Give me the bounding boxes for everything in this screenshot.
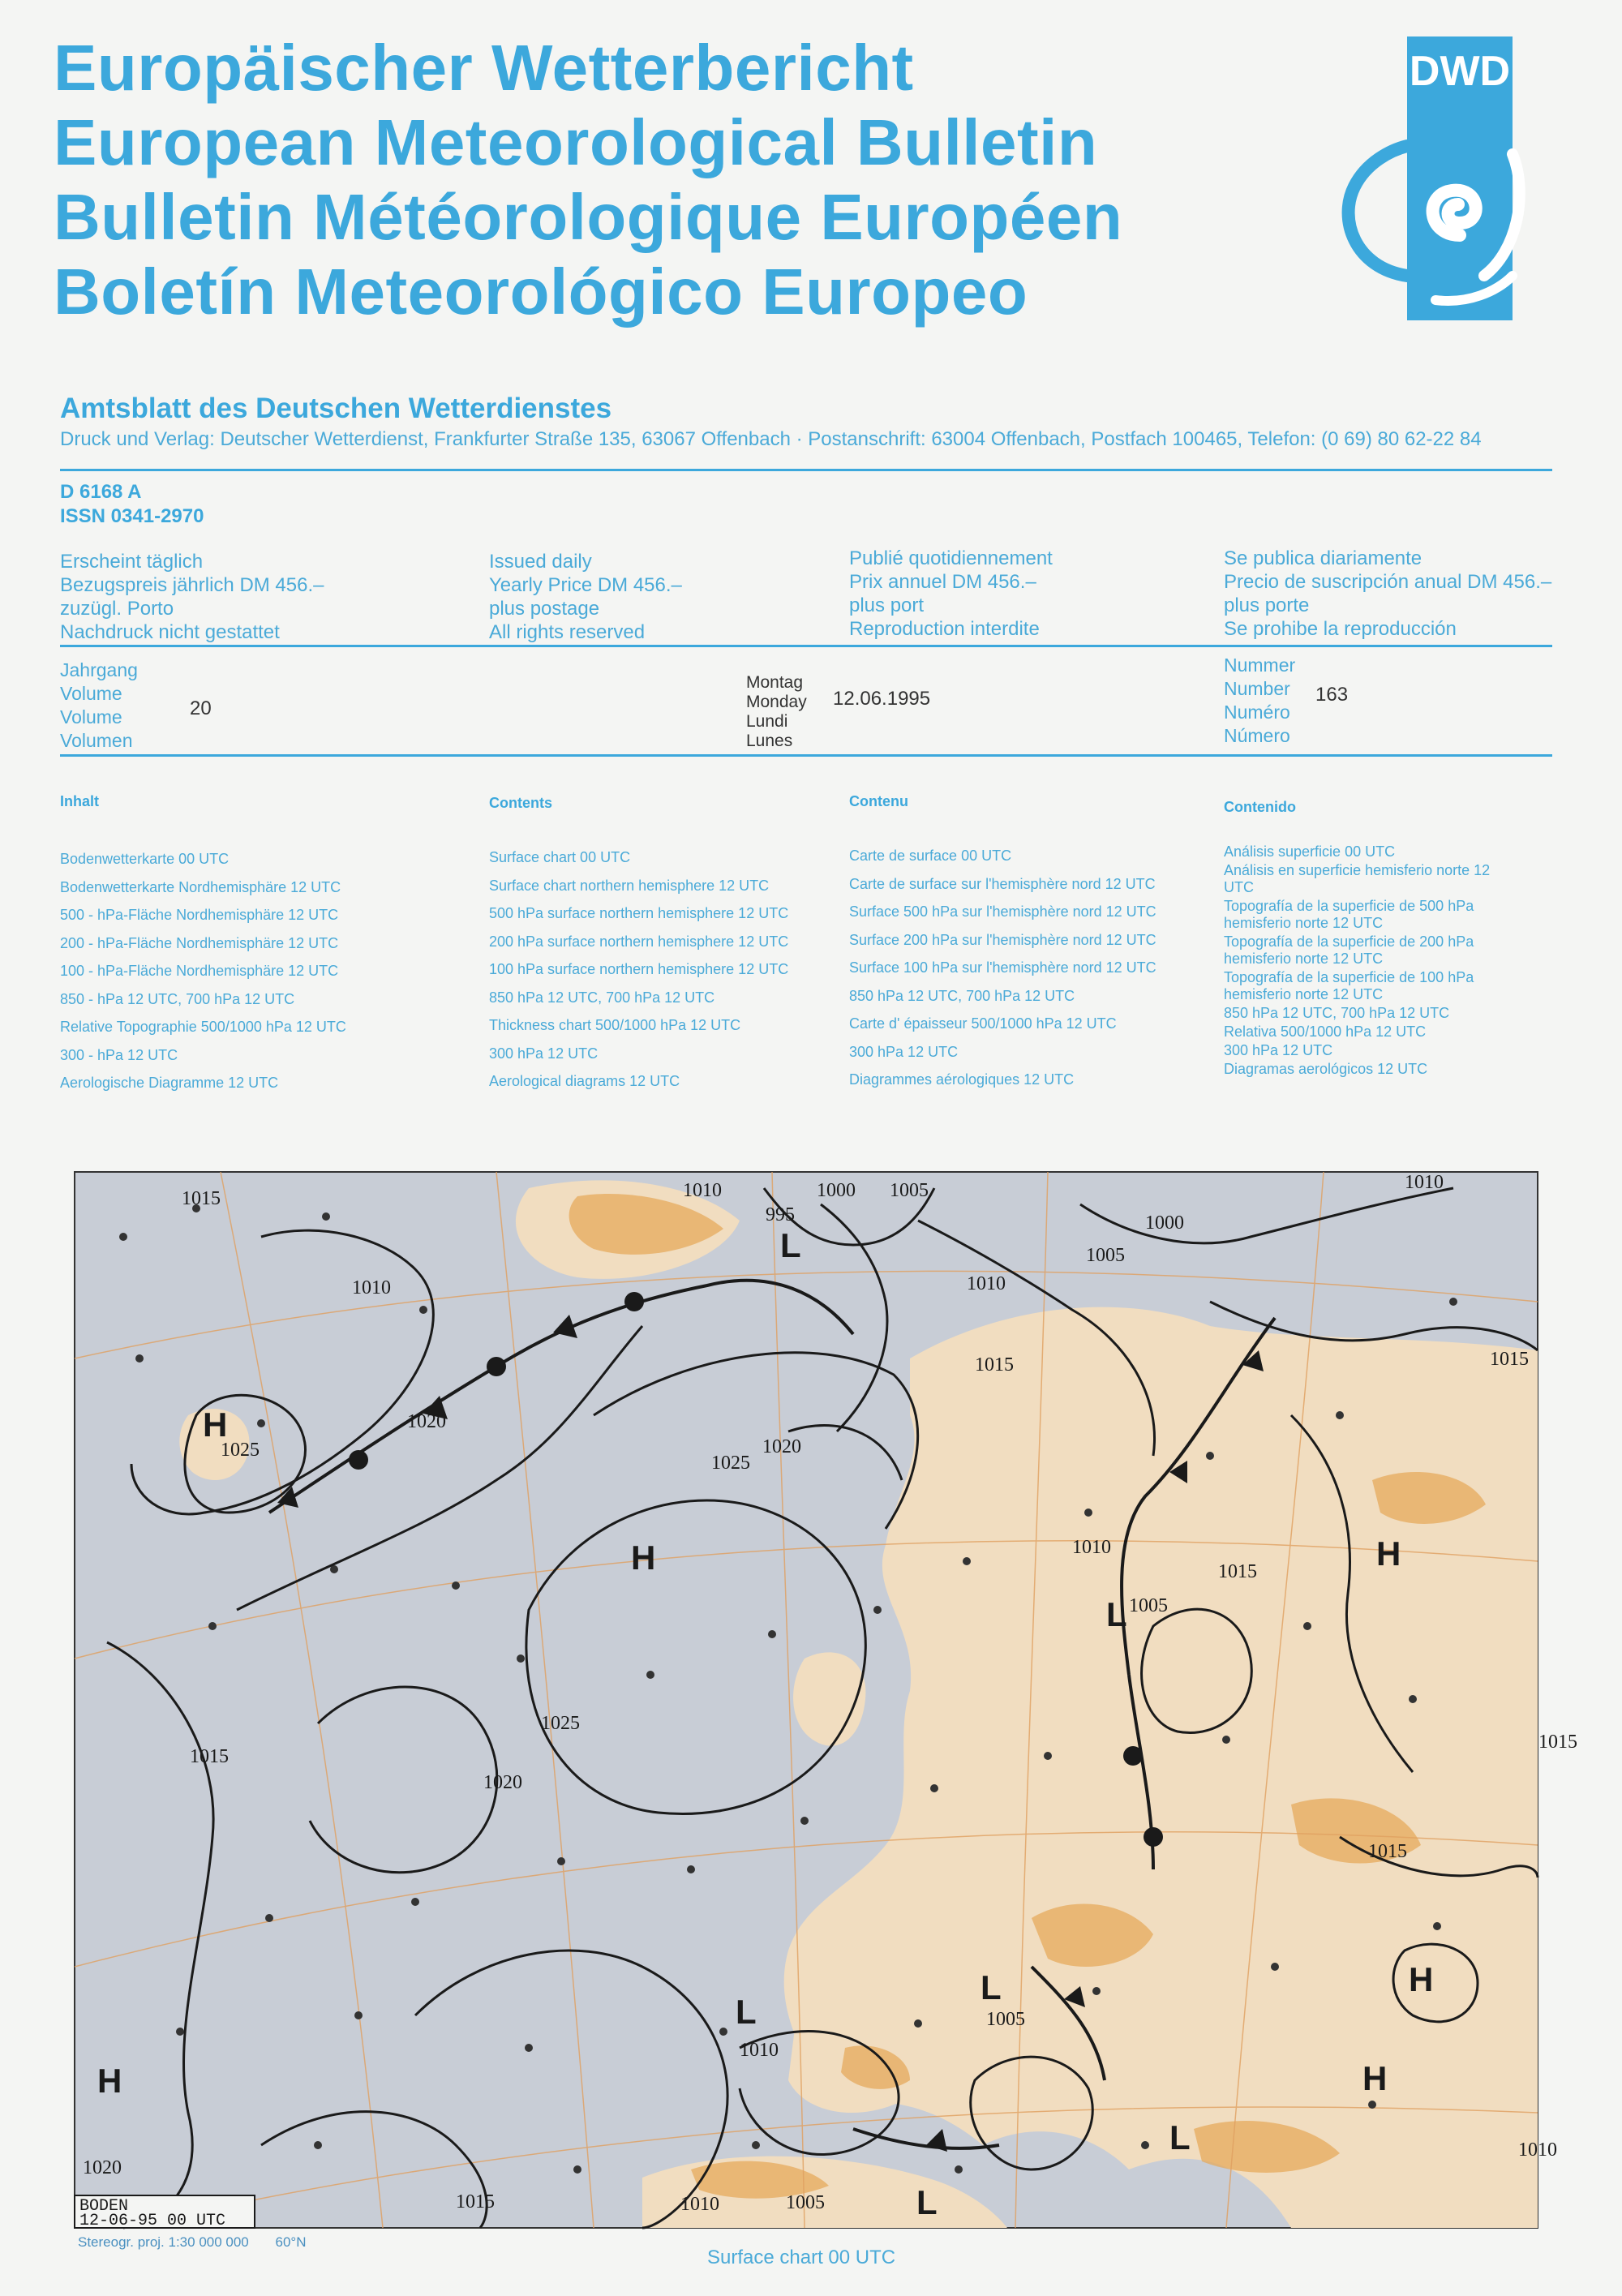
pub-fr-line: Publié quotidiennement (849, 547, 1053, 569)
contents-item[interactable]: Surface 500 hPa sur l'hemisphère nord 12 UTC (849, 903, 1156, 920)
isobar-label: 1015 (975, 1354, 1014, 1375)
pub-es-line: plus porte (1224, 594, 1310, 616)
publication-info-de (60, 550, 324, 644)
stamp-line1: BODEN (79, 2197, 129, 2216)
high-centre: H (631, 1539, 656, 1577)
publisher-address: Druck und Verlag: Deutscher Wetterdienst, Frankfurter Straße 135, 63067 Offenbach · Postanschrift: 63004 Offenbach, Postfach 100465, Telefon: (0 69) 80 62-22 84 (60, 428, 1482, 450)
divider (60, 645, 1552, 647)
contents-item[interactable]: Análisis en superficie hemisferio norte 12 UTC (1224, 862, 1491, 895)
contents-item[interactable]: 850 hPa 12 UTC, 700 hPa 12 UTC (489, 989, 715, 1006)
contents-list-de (60, 845, 346, 1097)
map-caption: Surface chart 00 UTC (707, 2247, 896, 2268)
projection-scale: Stereogr. proj. 1:30 000 000 (78, 2234, 249, 2250)
contents-item[interactable]: 200 - hPa-Fläche Nordhemisphäre 12 UTC (60, 934, 339, 951)
low-centre: L (780, 1226, 801, 1264)
publication-info-es (1224, 547, 1551, 641)
isobar-label: 1005 (986, 2009, 1025, 2030)
contents-item[interactable]: Relativa 500/1000 hPa 12 UTC (1224, 1024, 1427, 1040)
pub-es-line: Se publica diariamente (1224, 547, 1422, 569)
low-centre: L (980, 1968, 1002, 2006)
pub-de-line: zuzügl. Porto (60, 598, 174, 620)
projection-note (78, 2234, 306, 2251)
isobar-label: 1025 (541, 1713, 580, 1734)
date-value: 12.06.1995 (833, 688, 931, 710)
volume-label: Jahrgang (60, 659, 138, 680)
isobar-label: 1015 (1368, 1841, 1407, 1862)
contents-item[interactable]: 300 - hPa 12 UTC (60, 1046, 178, 1063)
contents-item[interactable]: Análisis superficie 00 UTC (1224, 843, 1396, 860)
contents-item[interactable]: 300 hPa 12 UTC (849, 1043, 959, 1060)
high-centre: H (1409, 1960, 1434, 1998)
number-value: 163 (1315, 684, 1349, 706)
volume-label: Volume (60, 706, 122, 727)
pub-fr-line: Prix annuel DM 456.– (849, 571, 1036, 593)
pub-es-line: Precio de suscripción anual DM 456.– (1224, 571, 1552, 593)
divider (60, 754, 1552, 757)
isobar-label: 1015 (1490, 1349, 1529, 1370)
contents-heading-es: Contenido (1224, 799, 1296, 815)
contents-item[interactable]: Carte de surface 00 UTC (849, 848, 1012, 864)
contents-item[interactable]: Topografía de la superficie de 500 hPa hemisferio norte 12 UTC (1224, 898, 1474, 931)
low-centre: L (1169, 2118, 1191, 2157)
isobar-label: 1025 (221, 1440, 260, 1461)
pub-en-line: Issued daily (489, 551, 592, 573)
isobar-label: 1010 (1518, 2139, 1557, 2161)
contents-list-en (489, 843, 788, 1096)
publication-info-en (489, 550, 682, 644)
contents-item[interactable]: Diagramas aerológicos 12 UTC (1224, 1061, 1428, 1077)
number-label: Número (1224, 725, 1290, 746)
isobar-label: 1005 (890, 1180, 929, 1201)
day-label: Lunes (746, 732, 793, 750)
day-label: Lundi (746, 712, 788, 731)
contents-item[interactable]: Diagrammes aérologiques 12 UTC (849, 1071, 1075, 1088)
isobar-label: 1000 (817, 1180, 856, 1201)
contents-item[interactable]: 100 - hPa-Fläche Nordhemisphäre 12 UTC (60, 963, 339, 979)
pub-es-line: Se prohibe la reproducción (1224, 618, 1457, 640)
title-spanish: Boletín Meteorológico Europeo (54, 255, 1028, 328)
contents-item[interactable]: Bodenwetterkarte 00 UTC (60, 851, 230, 867)
number-label: Numéro (1224, 702, 1290, 723)
pub-fr-line: Reproduction interdite (849, 618, 1040, 640)
isobar-label: 1005 (1129, 1595, 1168, 1616)
number-labels (1224, 654, 1295, 748)
contents-item[interactable]: Surface chart northern hemisphere 12 UTC (489, 877, 770, 894)
publication-info-fr (849, 547, 1053, 641)
high-centre: H (1362, 2059, 1388, 2097)
pub-de-line: Erscheint täglich (60, 551, 204, 573)
map-stamp (75, 2195, 255, 2230)
contents-item[interactable]: 100 hPa surface northern hemisphere 12 UTC (489, 961, 789, 977)
day-label: Monday (746, 693, 807, 711)
high-centre: H (1376, 1534, 1401, 1573)
isobar-label: 1020 (407, 1411, 446, 1432)
isobar-label: 1010 (680, 2194, 719, 2215)
logo-text: DWD (1409, 48, 1511, 95)
contents-item[interactable]: Relative Topographie 500/1000 hPa 12 UTC (60, 1019, 346, 1035)
d-number: D 6168 A (60, 481, 142, 503)
number-label: Number (1224, 678, 1290, 699)
contents-item[interactable]: Surface 100 hPa sur l'hemisphère nord 12 UTC (849, 959, 1156, 976)
amtsblatt-title: Amtsblatt des Deutschen Wetterdienstes (60, 393, 612, 424)
isobar-label: 1020 (83, 2157, 122, 2178)
isobar-label: 1015 (1538, 1732, 1577, 1753)
contents-item[interactable]: Aerologische Diagramme 12 UTC (60, 1075, 279, 1091)
volume-labels (60, 659, 138, 753)
volume-label: Volume (60, 683, 122, 704)
pub-en-line: Yearly Price DM 456.– (489, 574, 682, 596)
dwd-logo (1322, 32, 1517, 324)
contents-heading-en: Contents (489, 795, 552, 811)
contents-item[interactable]: 300 hPa 12 UTC (489, 1045, 599, 1062)
title-french: Bulletin Météorologique Européen (54, 181, 1123, 253)
contents-heading-fr: Contenu (849, 793, 908, 809)
surface-weather-map (75, 1172, 1577, 2230)
contents-item[interactable]: 500 - hPa-Fläche Nordhemisphäre 12 UTC (60, 907, 339, 923)
isobar-label: 1025 (711, 1453, 750, 1474)
bulletin-titles (54, 31, 1122, 329)
contents-item[interactable]: Carte de surface sur l'hemisphère nord 12 UTC (849, 875, 1156, 892)
contents-item[interactable]: Topografía de la superficie de 100 hPa hemisferio norte 12 UTC (1224, 969, 1474, 1002)
issn: ISSN 0341-2970 (60, 505, 204, 527)
contents-heading-de: Inhalt (60, 793, 99, 809)
isobar-label: 1010 (740, 2040, 779, 2061)
volume-value: 20 (190, 697, 212, 719)
pub-fr-line: plus port (849, 594, 925, 616)
high-centre: H (203, 1405, 228, 1444)
stamp-line2: 12-06-95 00 UTC (79, 2212, 226, 2230)
contents-item[interactable]: 200 hPa surface northern hemisphere 12 UTC (489, 933, 789, 950)
high-centre: H (97, 2062, 122, 2100)
isobar-label: 1010 (1072, 1537, 1111, 1558)
isobar-label: 1005 (1086, 1245, 1125, 1266)
isobar-label: 1020 (483, 1772, 522, 1793)
contents-list-es (1224, 843, 1500, 1079)
title-german: Europäischer Wetterbericht (54, 32, 914, 104)
publisher-block (60, 393, 1552, 451)
contents-item[interactable]: Surface 200 hPa sur l'hemisphère nord 12 UTC (849, 931, 1156, 948)
contents-item[interactable]: 500 hPa surface northern hemisphere 12 UTC (489, 905, 789, 921)
isobar-label: 1015 (182, 1188, 221, 1209)
isobar-label: 1015 (1218, 1561, 1257, 1582)
pub-de-line: Bezugspreis jährlich DM 456.– (60, 574, 324, 596)
pub-en-line: plus postage (489, 598, 600, 620)
isobar-label: 1020 (762, 1436, 801, 1457)
isobar-label: 1010 (352, 1277, 391, 1298)
isobar-label: 1010 (967, 1273, 1006, 1294)
latitude-ref: 60°N (275, 2234, 307, 2250)
day-labels (746, 673, 807, 751)
contents-item[interactable]: Thickness chart 500/1000 hPa 12 UTC (489, 1017, 741, 1033)
contents-item[interactable]: Topografía de la superficie de 200 hPa hemisferio norte 12 UTC (1224, 933, 1474, 967)
isobar-label: 1010 (1405, 1172, 1444, 1193)
low-centre: L (916, 2183, 938, 2221)
isobar-label: 1005 (786, 2192, 825, 2213)
isobar-label: 1000 (1145, 1212, 1184, 1234)
day-label: Montag (746, 673, 804, 692)
contents-item[interactable]: 850 hPa 12 UTC, 700 hPa 12 UTC (1224, 1005, 1450, 1021)
low-centre: L (736, 1993, 757, 2031)
number-label: Nummer (1224, 654, 1296, 676)
volume-label: Volumen (60, 730, 133, 751)
contents-item[interactable]: Carte d' épaisseur 500/1000 hPa 12 UTC (849, 1015, 1117, 1032)
contents-item[interactable]: 850 - hPa 12 UTC, 700 hPa 12 UTC (60, 990, 295, 1007)
publication-ids (60, 480, 204, 529)
isobar-label: 1015 (190, 1746, 229, 1767)
contents-list-fr (849, 842, 1156, 1094)
isobar-label: 1015 (456, 2191, 495, 2212)
low-centre: L (1106, 1595, 1127, 1633)
divider (60, 469, 1552, 471)
contents-item[interactable]: Aerological diagrams 12 UTC (489, 1073, 680, 1089)
isobar-label: 1010 (683, 1180, 722, 1201)
contents-item[interactable]: Bodenwetterkarte Nordhemisphäre 12 UTC (60, 878, 341, 895)
title-english: European Meteorological Bulletin (54, 106, 1098, 178)
pub-de-line: Nachdruck nicht gestattet (60, 621, 280, 643)
pub-en-line: All rights reserved (489, 621, 646, 643)
contents-item[interactable]: 850 hPa 12 UTC, 700 hPa 12 UTC (849, 987, 1075, 1004)
isobar-label: 995 (766, 1204, 795, 1225)
contents-item[interactable]: 300 hPa 12 UTC (1224, 1042, 1333, 1058)
contents-item[interactable]: Surface chart 00 UTC (489, 849, 631, 865)
